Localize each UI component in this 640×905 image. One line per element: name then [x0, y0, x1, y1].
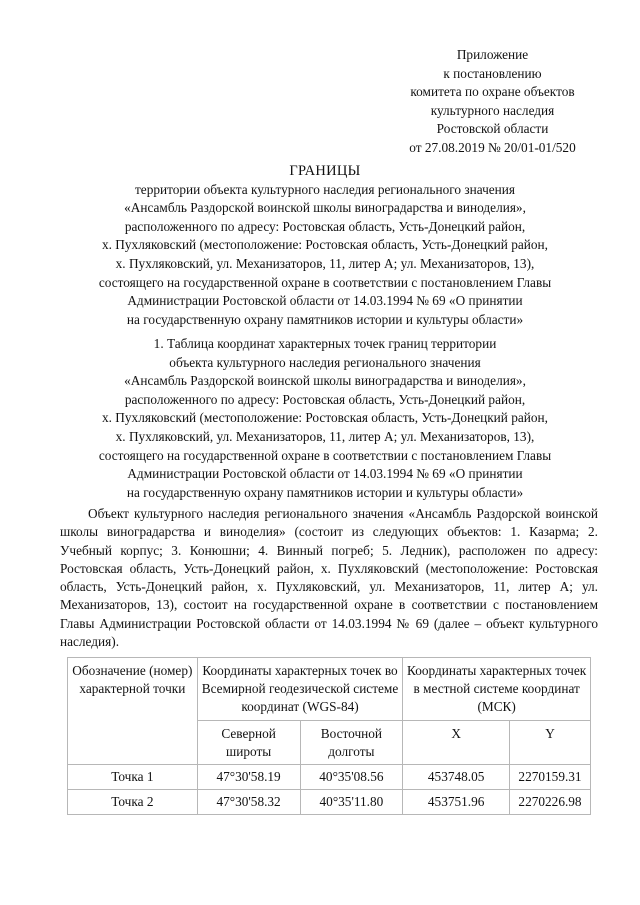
appendix-line: Ростовской области — [436, 121, 549, 137]
cell-point: Точка 1 — [68, 765, 198, 790]
caption-line: объекта культурного наследия регионального значения — [169, 354, 481, 370]
title-line: состоящего на государственной охране в соответствии с постановлением Главы — [98, 274, 552, 290]
caption-line: 1. Таблица координат характерных точек границ территории — [153, 336, 497, 351]
header-point: Обозначение (номер) характерной точки — [68, 658, 198, 765]
title-heading: ГРАНИЦЫ — [289, 163, 361, 179]
caption-line: «Ансамбль Раздорской воинской школы виноградарства и виноделия», — [124, 373, 526, 389]
title-line: х. Пухляковский (местоположение: Ростовская область, Усть-Донецкий район, — [102, 237, 548, 253]
table-header-row — [68, 658, 591, 721]
cell-y: 2270226.98 — [510, 790, 591, 815]
caption-line: на государственную охрану памятников истории и культуры области» — [126, 484, 524, 500]
header-y: Y — [510, 720, 591, 764]
cell-y: 2270159.31 — [510, 765, 591, 790]
appendix-line: к постановлению — [443, 65, 542, 81]
cell-point: Точка 2 — [68, 790, 198, 815]
table-caption — [40, 335, 610, 502]
appendix-block — [360, 46, 625, 158]
coordinates-table — [67, 657, 591, 815]
description-paragraph: Объект культурного наследия регионального значения «Ансамбль Раздорской воинской школы виноградарства и виноделия» (состоит из следующих объектов: 1. Казарма; 2. Учебный корпус; 3. Конюшни; 4. Винный погреб; 5. Ледник), расположен по адресу: Ростовская область, Усть-Донецкий район, х. Пухляковский (местоположение: Ростовская область, Усть-Донецкий район, х. Пухляковский, ул. Механизаторов, 11, литер А; ул. Механизаторов, 13), состоит на государственной охране в соответствии с постановлением Главы Администрации Ростовской области от 14.03.1994 № 69 (далее – объект культурного наследия). — [60, 506, 598, 650]
table-row — [68, 790, 591, 815]
title-line: х. Пухляковский, ул. Механизаторов, 11, литер А; ул. Механизаторов, 13), — [115, 255, 535, 271]
caption-line: х. Пухляковский (местоположение: Ростовская область, Усть-Донецкий район, — [102, 410, 548, 426]
title-line: расположенного по адресу: Ростовская область, Усть-Донецкий район, — [124, 218, 526, 234]
appendix-line: комитета по охране объектов — [410, 84, 575, 100]
cell-east: 40°35'08.56 — [300, 765, 403, 790]
table-row — [68, 765, 591, 790]
appendix-line: Приложение — [456, 47, 529, 62]
header-x: X — [403, 720, 510, 764]
caption-line: состоящего на государственной охране в соответствии с постановлением Главы — [98, 447, 552, 463]
caption-line: расположенного по адресу: Ростовская область, Усть-Донецкий район, — [124, 391, 526, 407]
appendix-line: от 27.08.2019 № 20/01-01/520 — [409, 139, 576, 155]
header-msk: Координаты характерных точек в местной системе координат (МСК) — [403, 658, 591, 721]
cell-east: 40°35'11.80 — [300, 790, 403, 815]
header-north: Северной широты — [197, 720, 300, 764]
title-line: Администрации Ростовской области от 14.03.1994 № 69 «О принятии — [127, 293, 523, 309]
caption-line: х. Пухляковский, ул. Механизаторов, 11, литер А; ул. Механизаторов, 13), — [115, 428, 535, 444]
cell-north: 47°30'58.19 — [197, 765, 300, 790]
title-line: на государственную охрану памятников истории и культуры области» — [126, 311, 524, 327]
title-line: территории объекта культурного наследия регионального значения — [134, 181, 516, 197]
caption-line: Администрации Ростовской области от 14.03.1994 № 69 «О принятии — [127, 466, 523, 482]
title-line: «Ансамбль Раздорской воинской школы виноградарства и виноделия», — [124, 200, 526, 216]
document-title — [40, 162, 610, 329]
header-east: Восточной долготы — [300, 720, 403, 764]
header-wgs: Координаты характерных точек во Всемирной геодезической системе координат (WGS-84) — [197, 658, 403, 721]
cell-x: 453748.05 — [403, 765, 510, 790]
appendix-line: культурного наследия — [430, 102, 555, 118]
cell-north: 47°30'58.32 — [197, 790, 300, 815]
cell-x: 453751.96 — [403, 790, 510, 815]
